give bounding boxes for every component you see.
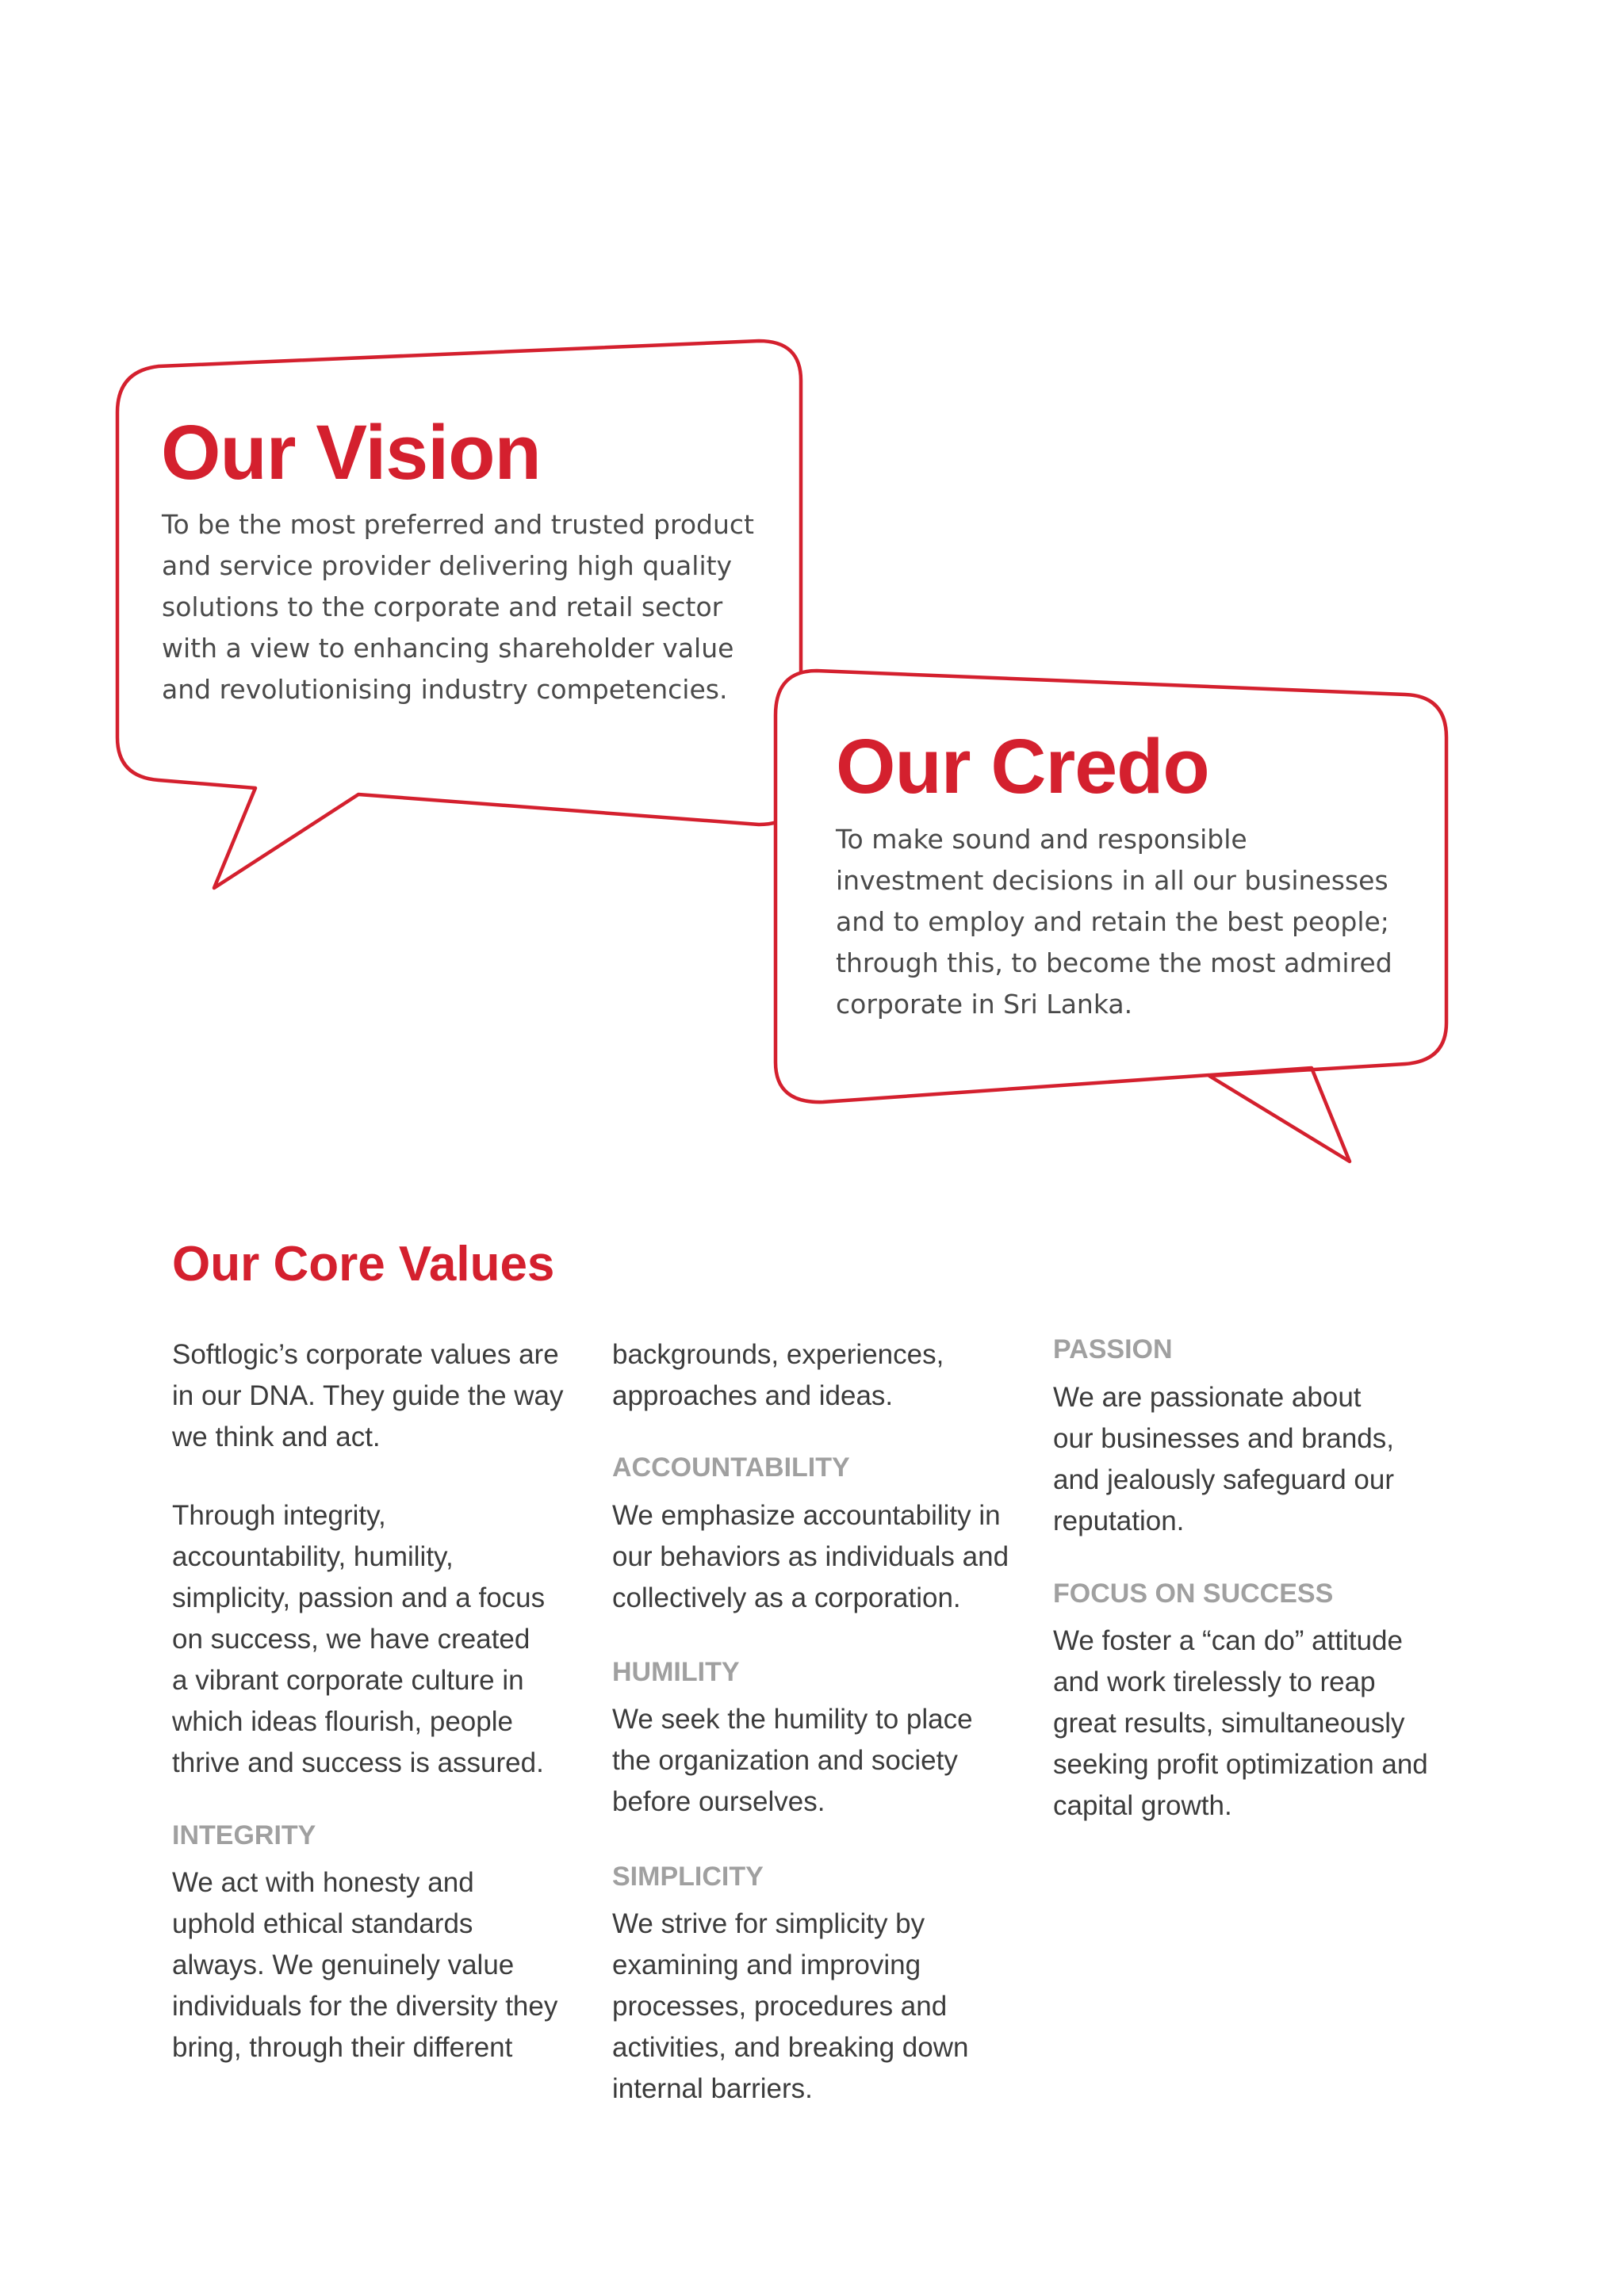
integrity-heading: INTEGRITY — [172, 1820, 316, 1850]
humility-heading: HUMILITY — [612, 1657, 740, 1687]
integrity-line: uphold ethical standards — [172, 1908, 473, 1939]
credo-title: Our Credo — [836, 723, 1209, 809]
culture-line: on success, we have created — [172, 1624, 530, 1655]
credo-line: To make sound and responsible — [836, 824, 1247, 855]
integrity-line: always. We genuinely value — [172, 1950, 515, 1980]
credo-line: investment decisions in all our businesses — [836, 865, 1388, 896]
integrity-line: individuals for the diversity they — [172, 1991, 558, 2022]
passion-heading: PASSION — [1053, 1334, 1173, 1364]
focus-line: great results, simultaneously — [1053, 1708, 1405, 1739]
vision-statement — [162, 504, 754, 710]
intro-line: in our DNA. They guide the way — [172, 1380, 564, 1411]
focus-line: and work tirelessly to reap — [1053, 1667, 1376, 1697]
humility-line: before ourselves. — [612, 1786, 825, 1817]
credo-line: and to employ and retain the best people; — [836, 906, 1389, 937]
passion-line: our businesses and brands, — [1053, 1423, 1394, 1454]
humility-line: the organization and society — [612, 1745, 958, 1776]
simplicity-text — [612, 1904, 968, 2110]
integrity-line: backgrounds, experiences, — [612, 1339, 944, 1370]
accountability-line: collectively as a corporation. — [612, 1582, 961, 1613]
vision-line: with a view to enhancing shareholder value — [162, 633, 734, 664]
simplicity-line: processes, procedures and — [612, 1991, 948, 2022]
focus-line: seeking profit optimization and — [1053, 1749, 1428, 1780]
accountability-line: We emphasize accountability in — [612, 1500, 1001, 1531]
core-values-title: Our Core Values — [172, 1237, 555, 1292]
passion-line: and jealously safeguard our — [1053, 1464, 1395, 1495]
core-values-culture — [172, 1495, 545, 1784]
vision-line: and service provider delivering high quality — [162, 550, 733, 581]
culture-line: simplicity, passion and a focus — [172, 1582, 546, 1613]
culture-line: Through integrity, — [172, 1500, 386, 1531]
integrity-line: approaches and ideas. — [612, 1380, 894, 1411]
credo-statement — [836, 819, 1392, 1025]
intro-line: Softlogic’s corporate values are — [172, 1339, 559, 1370]
culture-line: accountability, humility, — [172, 1541, 454, 1572]
accountability-line: our behaviors as individuals and — [612, 1541, 1009, 1572]
core-values-intro — [172, 1334, 564, 1458]
humility-text — [612, 1699, 973, 1823]
focus-line: We foster a “can do” attitude — [1053, 1625, 1403, 1656]
simplicity-line: examining and improving — [612, 1950, 921, 1980]
accountability-text — [612, 1495, 1009, 1619]
integrity-text — [172, 1862, 557, 2068]
focus-on-success-text — [1053, 1621, 1428, 1827]
focus-on-success-heading: FOCUS ON SUCCESS — [1053, 1578, 1334, 1609]
intro-line: we think and act. — [172, 1422, 381, 1452]
passion-line: We are passionate about — [1053, 1382, 1362, 1413]
humility-line: We seek the humility to place — [612, 1704, 973, 1735]
focus-line: capital growth. — [1053, 1790, 1232, 1821]
simplicity-line: internal barriers. — [612, 2073, 813, 2104]
vision-line: solutions to the corporate and retail sector — [162, 591, 723, 622]
credo-line: corporate in Sri Lanka. — [836, 989, 1133, 1020]
simplicity-heading: SIMPLICITY — [612, 1862, 764, 1892]
passion-text — [1053, 1377, 1394, 1542]
culture-line: a vibrant corporate culture in — [172, 1665, 524, 1696]
integrity-line: bring, through their different — [172, 2032, 513, 2063]
accountability-heading: ACCOUNTABILITY — [612, 1452, 850, 1483]
simplicity-line: We strive for simplicity by — [612, 1908, 925, 1939]
vision-title: Our Vision — [161, 409, 541, 496]
culture-line: which ideas flourish, people — [172, 1706, 513, 1737]
culture-line: thrive and success is assured. — [172, 1747, 544, 1778]
passion-line: reputation. — [1053, 1506, 1185, 1536]
integrity-text-continued — [612, 1334, 944, 1417]
credo-line: through this, to become the most admired — [836, 947, 1392, 978]
simplicity-line: activities, and breaking down — [612, 2032, 969, 2063]
vision-line: To be the most preferred and trusted product — [162, 509, 754, 540]
vision-line: and revolutionising industry competencies. — [162, 674, 728, 705]
integrity-line: We act with honesty and — [172, 1867, 474, 1898]
